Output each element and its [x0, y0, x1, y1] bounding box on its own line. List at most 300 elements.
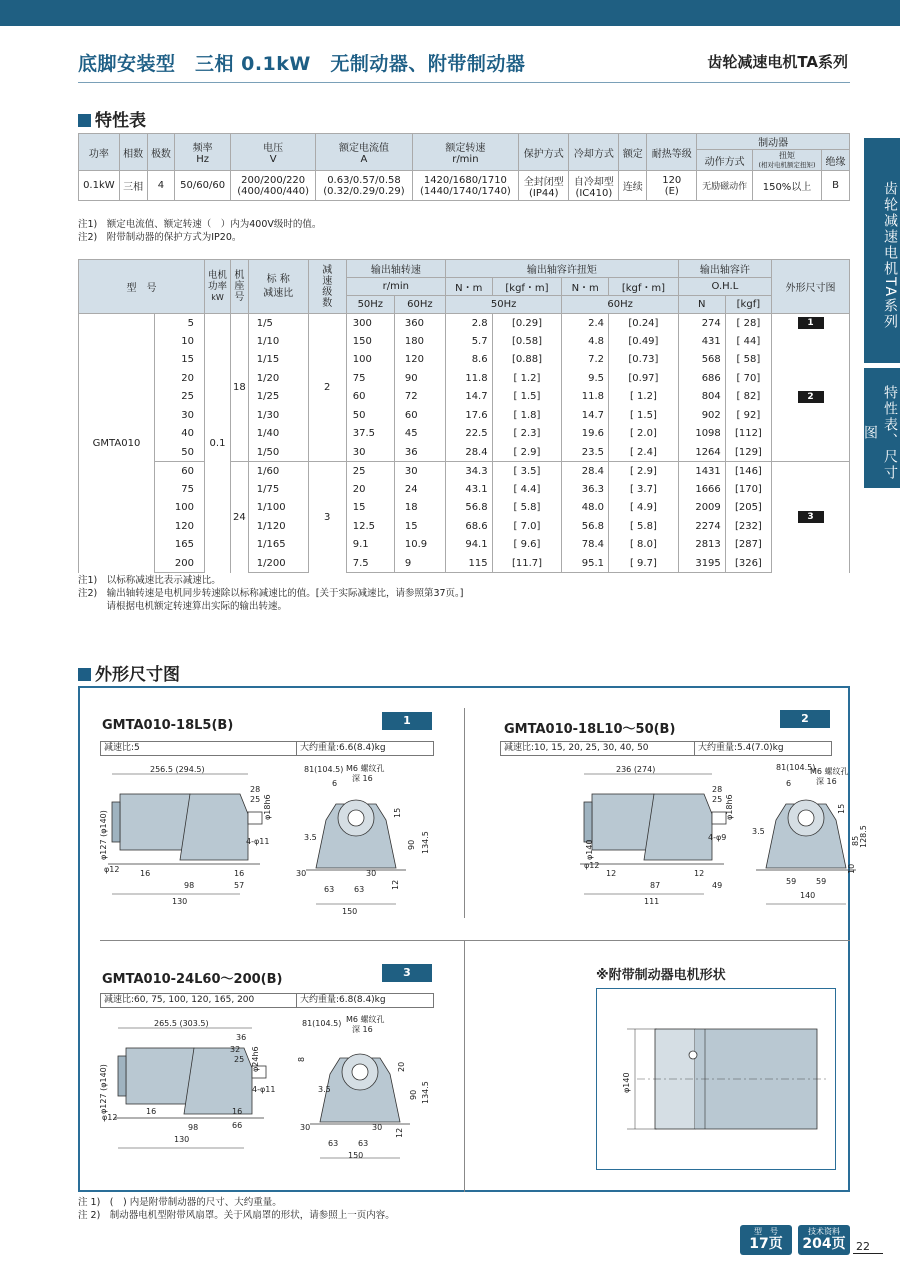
value-cell: 78.4	[562, 536, 609, 555]
side-tab-spec[interactable]: 特性表、尺寸图	[864, 368, 900, 488]
drawing-2-number: 2	[780, 710, 830, 728]
nominal-ratio-cell: 1/120	[248, 517, 308, 536]
value-cell: 36	[394, 443, 445, 462]
th-model: 型 号	[79, 260, 205, 314]
dimension-label: 85	[851, 835, 860, 846]
dimension-label: 4-φ9	[708, 833, 727, 842]
value-cell: 686	[678, 369, 725, 388]
value-cell: 34.3	[445, 462, 492, 481]
th-stages-1: 减	[322, 264, 333, 276]
value-cell: 15	[394, 517, 445, 536]
dimension-label: 10	[847, 863, 856, 874]
value-cell: 120	[394, 351, 445, 370]
notes-perf	[78, 574, 464, 613]
dimension-label: 265.5 (303.5)	[154, 1019, 209, 1028]
td-rating: 连续	[619, 171, 647, 201]
value-cell: 2813	[678, 536, 725, 555]
nominal-ratio-cell: 1/5	[248, 314, 308, 333]
td-heat	[647, 171, 697, 201]
th-cooling: 冷却方式	[569, 134, 619, 171]
nominal-ratio-cell: 1/200	[248, 554, 308, 573]
value-cell: [ 4.4]	[492, 480, 562, 499]
top-bar	[0, 0, 900, 26]
td-current	[316, 171, 412, 201]
th-ratio-1: 标 称	[266, 273, 290, 285]
th-stages-2: 速	[322, 275, 333, 287]
power-cell: 0.1	[205, 314, 231, 573]
td-freq: 50/60/60	[175, 171, 231, 201]
drawing-1-svg	[98, 764, 438, 924]
ratio-cell: 165	[155, 536, 205, 555]
value-cell: [ 1.8]	[492, 406, 562, 425]
nominal-ratio-cell: 1/100	[248, 499, 308, 518]
value-cell: 4.8	[562, 332, 609, 351]
dimension-label: 134.5	[421, 831, 430, 854]
footer-tech-page: 204页	[802, 1236, 846, 1252]
dimension-label: 236 (274)	[616, 765, 656, 774]
dimension-label: φ127 (φ140)	[99, 1064, 108, 1114]
th-protection: 保护方式	[519, 134, 569, 171]
value-cell: [0.29]	[492, 314, 562, 333]
th-heat-class: 耐热等级	[647, 134, 697, 171]
value-cell: 28.4	[445, 443, 492, 462]
dim-ref-badge[interactable]: 3	[798, 511, 824, 523]
table-row	[79, 425, 850, 444]
dimension-label: φ127 (φ140)	[99, 810, 108, 860]
note-spec-2: 注2) 附带制动器的保护方式为IP20。	[78, 232, 242, 243]
value-cell: [ 70]	[725, 369, 771, 388]
stage-cell: 3	[308, 462, 346, 573]
note-perf-3: 请根据电机额定转速算出实际的输出转速。	[78, 601, 288, 612]
section-dims-heading	[78, 660, 180, 685]
td-current-1: 0.63/0.57/0.58	[327, 174, 401, 186]
th-voltage: 电压 V	[230, 134, 316, 171]
dimension-label: 4-φ11	[246, 837, 270, 846]
gear-housing	[180, 794, 248, 860]
value-cell: [ 1.5]	[609, 406, 679, 425]
value-cell: 68.6	[445, 517, 492, 536]
dimension-label: 36	[236, 1033, 247, 1042]
drawing-2-weight: 大约重量:5.4(7.0)kg	[698, 743, 784, 753]
value-cell: 431	[678, 332, 725, 351]
th-kgfm-60: [kgf・m]	[609, 278, 679, 296]
value-cell: 902	[678, 406, 725, 425]
brake-shape-title: ※附带制动器电机形状	[596, 968, 726, 983]
th-motor-power-2: 功率	[207, 281, 227, 292]
value-cell: 11.8	[562, 388, 609, 407]
dim-ref-badge[interactable]: 2	[798, 391, 824, 403]
motor-body	[126, 1048, 194, 1104]
dimension-label: 8	[297, 1056, 306, 1062]
td-voltage-2: (400/400/440)	[237, 185, 310, 197]
note-drawing-1: 注 1) ( ) 内是附带制动器的尺寸、大约重量。	[78, 1197, 282, 1208]
th-power: 功率	[79, 134, 120, 171]
performance-body	[79, 314, 850, 573]
value-cell: 48.0	[562, 499, 609, 518]
value-cell: [0.88]	[492, 351, 562, 370]
drawing-3-ratio: 减速比:60, 75, 100, 120, 165, 200	[101, 994, 297, 1007]
value-cell: 9.5	[562, 369, 609, 388]
dimension-label: φ12	[584, 861, 600, 870]
value-cell: 11.8	[445, 369, 492, 388]
dim-ref-badge[interactable]: 1	[798, 317, 824, 329]
dimension-label: 98	[188, 1123, 199, 1132]
th-kgfm-50: [kgf・m]	[492, 278, 562, 296]
value-cell: 1431	[678, 462, 725, 481]
td-current-2: (0.32/0.29/0.29)	[323, 185, 405, 197]
value-cell: 30	[394, 462, 445, 481]
dimension-label: 16	[232, 1107, 243, 1116]
table-row	[79, 443, 850, 462]
value-cell: [232]	[725, 517, 771, 536]
dimension-frame	[78, 686, 868, 1192]
dimension-label: 90	[409, 1089, 418, 1100]
td-heat-2: (E)	[664, 185, 679, 197]
dimension-label: 256.5 (294.5)	[150, 765, 205, 774]
value-cell: [0.97]	[609, 369, 679, 388]
drawing-2-spec	[500, 741, 832, 756]
td-protection-2: (IP44)	[529, 187, 559, 199]
value-cell: 3195	[678, 554, 725, 573]
dimension-label: 16	[234, 869, 245, 878]
nominal-ratio-cell: 1/10	[248, 332, 308, 351]
value-cell: 10.9	[394, 536, 445, 555]
td-speed-1: 1420/1680/1710	[423, 174, 507, 186]
dimension-label: φ140	[585, 839, 594, 860]
dimension-label: 81(104.5)	[304, 765, 344, 774]
value-cell: 36.3	[562, 480, 609, 499]
table-row	[79, 517, 850, 536]
dimension-label: 4-φ11	[252, 1085, 276, 1094]
nominal-ratio-cell: 1/40	[248, 425, 308, 444]
footer-model-label: 型 号	[754, 1227, 778, 1236]
dimension-label: 12	[395, 1127, 404, 1138]
footer-tech-link[interactable]	[798, 1225, 850, 1255]
th-frame-2: 座	[234, 281, 245, 292]
model-cell: GMTA010	[79, 314, 155, 573]
value-cell: [ 7.0]	[492, 517, 562, 536]
value-cell: 23.5	[562, 443, 609, 462]
dimension-label: 25	[234, 1055, 245, 1064]
dimension-label: 81(104.5)	[776, 763, 816, 772]
value-cell: [ 2.3]	[492, 425, 562, 444]
ratio-cell: 20	[155, 369, 205, 388]
value-cell: 17.6	[445, 406, 492, 425]
divider-horizontal-right	[464, 940, 850, 941]
nominal-ratio-cell: 1/60	[248, 462, 308, 481]
page-title: 底脚安装型 三相 0.1kW 无制动器、附带制动器	[78, 53, 526, 75]
value-cell: 274	[678, 314, 725, 333]
value-cell: 75	[346, 369, 394, 388]
fan-cover	[112, 802, 120, 842]
th-brake: 制动器	[697, 134, 850, 150]
value-cell: [ 9.6]	[492, 536, 562, 555]
value-cell: [146]	[725, 462, 771, 481]
dimension-label: φ18h6	[725, 794, 734, 820]
dimension-label: 57	[234, 881, 245, 890]
ratio-cell: 75	[155, 480, 205, 499]
dimension-label: 30	[366, 869, 377, 878]
value-cell: 90	[394, 369, 445, 388]
value-cell: [ 5.8]	[492, 499, 562, 518]
frame-cell: 24	[231, 462, 249, 573]
value-cell: 72	[394, 388, 445, 407]
th-motor-power-3: kW	[211, 293, 224, 302]
dimension-label: 25	[250, 795, 261, 804]
dimension-label: 98	[184, 881, 195, 890]
td-protection-1: 全封闭型	[523, 176, 564, 188]
value-cell: 9	[394, 554, 445, 573]
th-rmin: r/min	[346, 278, 445, 296]
section-marker	[78, 114, 91, 127]
value-cell: 12.5	[346, 517, 394, 536]
dimension-label: 深 16	[352, 1025, 373, 1034]
value-cell: 8.6	[445, 351, 492, 370]
th-ohl-n: N	[678, 296, 725, 314]
series-title: 齿轮减速电机TA系列	[707, 53, 848, 71]
value-cell: [170]	[725, 480, 771, 499]
value-cell: 300	[346, 314, 394, 333]
dimension-label: 深 16	[816, 777, 837, 786]
footer-model-link[interactable]	[740, 1225, 792, 1255]
divider-vertical	[464, 708, 465, 918]
value-cell: 1666	[678, 480, 725, 499]
dimension-label: 49	[712, 881, 723, 890]
td-brake-torque: 150%以上	[752, 171, 821, 201]
th-brake-torque	[752, 150, 821, 171]
th-out-speed: 输出轴转速	[346, 260, 445, 278]
fan-cover	[118, 1056, 126, 1096]
frame-cell: 18	[231, 314, 249, 462]
drawing-3-svg	[98, 1015, 438, 1178]
value-cell: 22.5	[445, 425, 492, 444]
drawing-1-ratio: 减速比:5	[101, 742, 297, 755]
td-brake-insulation: B	[822, 171, 850, 201]
value-cell: [ 44]	[725, 332, 771, 351]
nominal-ratio-cell: 1/15	[248, 351, 308, 370]
nominal-ratio-cell: 1/30	[248, 406, 308, 425]
value-cell: [ 5.8]	[609, 517, 679, 536]
table-row	[79, 351, 850, 370]
value-cell: [ 82]	[725, 388, 771, 407]
ratio-cell: 10	[155, 332, 205, 351]
dimension-label: 6	[786, 779, 792, 788]
dimension-label: 20	[397, 1061, 406, 1072]
nominal-ratio-cell: 1/25	[248, 388, 308, 407]
drawing-3-number: 3	[382, 964, 432, 982]
value-cell: 1264	[678, 443, 725, 462]
value-cell: [ 3.7]	[609, 480, 679, 499]
table-row	[79, 554, 850, 573]
th-brake-action: 动作方式	[697, 150, 753, 171]
th-frame-1: 机	[234, 270, 245, 281]
note-spec-1: 注1) 额定电流值、额定转速（ ）内为400V级时的值。	[78, 219, 322, 230]
value-cell: 43.1	[445, 480, 492, 499]
dimension-label: 130	[172, 897, 188, 906]
dim-ref-cell	[772, 332, 850, 462]
table-row	[79, 499, 850, 518]
dimension-label: 6	[332, 779, 338, 788]
td-protection	[519, 171, 569, 201]
ratio-cell: 120	[155, 517, 205, 536]
nominal-ratio-cell: 1/165	[248, 536, 308, 555]
value-cell: 28.4	[562, 462, 609, 481]
dim-ref-cell	[772, 314, 850, 333]
value-cell: [ 1.5]	[492, 388, 562, 407]
gear-housing	[644, 794, 712, 860]
value-cell: [0.58]	[492, 332, 562, 351]
nominal-ratio-cell: 1/50	[248, 443, 308, 462]
value-cell: [11.7]	[492, 554, 562, 573]
drawing-3-title: GMTA010-24L60～200(B)	[102, 972, 283, 987]
th-speed: 额定转速 r/min	[412, 134, 519, 171]
dimension-label: 3.5	[318, 1085, 331, 1094]
value-cell: [0.49]	[609, 332, 679, 351]
th-phase: 相数	[119, 134, 147, 171]
dim-ref-cell	[772, 462, 850, 573]
ratio-cell: 25	[155, 388, 205, 407]
td-heat-1: 120	[662, 174, 682, 186]
th-freq: 频率 Hz	[175, 134, 231, 171]
td-cooling	[569, 171, 619, 201]
dimension-label: 16	[146, 1107, 157, 1116]
th-ohl-kgf: [kgf]	[725, 296, 771, 314]
value-cell: [ 2.0]	[609, 425, 679, 444]
table-row	[79, 462, 850, 481]
dimension-label: M6 螺纹孔	[346, 1015, 385, 1024]
value-cell: 30	[346, 443, 394, 462]
dimension-label: 30	[296, 869, 307, 878]
value-cell: 60	[346, 388, 394, 407]
table-row	[79, 314, 850, 333]
dimension-label: 25	[712, 795, 723, 804]
dimension-label: 30	[300, 1123, 311, 1132]
th-ratio	[248, 260, 308, 314]
motor-body	[592, 794, 654, 850]
nominal-ratio-cell: 1/75	[248, 480, 308, 499]
value-cell: [ 58]	[725, 351, 771, 370]
footer-rule	[853, 1253, 883, 1254]
dimension-label: 150	[342, 907, 358, 916]
td-poles: 4	[147, 171, 175, 201]
value-cell: 18	[394, 499, 445, 518]
value-cell: [ 3.5]	[492, 462, 562, 481]
notes-spec	[78, 218, 321, 244]
dimension-label: 63	[354, 885, 365, 894]
dimension-label: 59	[786, 877, 797, 886]
td-phase: 三相	[119, 171, 147, 201]
value-cell: 360	[394, 314, 445, 333]
td-voltage-1: 200/200/220	[241, 174, 306, 186]
value-cell: 50	[346, 406, 394, 425]
table-row	[79, 406, 850, 425]
dimension-label: 15	[393, 807, 402, 818]
th-50hz: 50Hz	[346, 296, 394, 314]
value-cell: 7.5	[346, 554, 394, 573]
th-brake-torque-label: 扭矩	[779, 150, 796, 160]
value-cell: 150	[346, 332, 394, 351]
section-spec-label: 特性表	[95, 111, 146, 131]
fan-cover	[584, 802, 592, 842]
note-drawing-2: 注 2) 制动器电机型附带风扇罩。关于风扇罩的形状，请参照上一页内容。	[78, 1210, 395, 1221]
value-cell: 804	[678, 388, 725, 407]
value-cell: 14.7	[445, 388, 492, 407]
value-cell: 15	[346, 499, 394, 518]
table-row	[79, 388, 850, 407]
dimension-label: 3.5	[304, 833, 317, 842]
dimension-label: 90	[407, 839, 416, 850]
dimension-label: 3.5	[752, 827, 765, 836]
th-brake-insulation: 绝缘	[822, 150, 850, 171]
value-cell: 1098	[678, 425, 725, 444]
dimension-label: 15	[837, 803, 846, 814]
value-cell: 37.5	[346, 425, 394, 444]
value-cell: 19.6	[562, 425, 609, 444]
drawing-1-spec	[100, 741, 434, 756]
value-cell: 20	[346, 480, 394, 499]
value-cell: [ 8.0]	[609, 536, 679, 555]
dimension-label: M6 螺纹孔	[346, 764, 385, 773]
dimension-label: 12	[391, 879, 400, 890]
dimension-label: φ12	[102, 1113, 118, 1122]
th-torque-50hz: 50Hz	[445, 296, 561, 314]
drawing-2-svg	[480, 763, 868, 924]
value-cell: [129]	[725, 443, 771, 462]
value-cell: [0.73]	[609, 351, 679, 370]
nominal-ratio-cell: 1/20	[248, 369, 308, 388]
th-ohl-sub: O.H.L	[678, 278, 771, 296]
output-shaft	[712, 812, 726, 824]
dimension-label: 28	[712, 785, 723, 794]
front-shaft	[798, 810, 814, 826]
value-cell: [ 1.2]	[609, 388, 679, 407]
ratio-cell: 100	[155, 499, 205, 518]
th-stages	[308, 260, 346, 314]
dimension-label: 63	[358, 1139, 369, 1148]
dimension-label: φ18h6	[263, 794, 272, 820]
value-cell: [ 9.7]	[609, 554, 679, 573]
value-cell: 568	[678, 351, 725, 370]
th-dims: 外形尺寸图	[772, 260, 850, 314]
ratio-cell: 40	[155, 425, 205, 444]
side-tab-series[interactable]: 齿轮减速电机TA系列	[864, 138, 900, 363]
td-voltage	[230, 171, 316, 201]
drawing-3-weight: 大约重量:6.8(8.4)kg	[300, 995, 386, 1005]
drawing-1-title: GMTA010-18L5(B)	[102, 718, 234, 733]
value-cell: [ 28]	[725, 314, 771, 333]
value-cell: 2.8	[445, 314, 492, 333]
value-cell: [ 92]	[725, 406, 771, 425]
value-cell: [ 4.9]	[609, 499, 679, 518]
dimension-label: 111	[644, 897, 660, 906]
divider-vertical-lower	[464, 940, 465, 1192]
dimension-label: 81(104.5)	[302, 1019, 342, 1028]
brake-shape-box	[596, 988, 836, 1170]
ratio-cell: 30	[155, 406, 205, 425]
value-cell: 25	[346, 462, 394, 481]
value-cell: 115	[445, 554, 492, 573]
value-cell: [326]	[725, 554, 771, 573]
note-perf-2: 注2) 输出轴转速是电机同步转速除以标称减速比的值。[关于实际减速比，请参照第37页。]	[78, 588, 464, 599]
value-cell: 45	[394, 425, 445, 444]
drawing-1-number: 1	[382, 712, 432, 730]
dimension-label: 12	[694, 869, 705, 878]
td-power: 0.1kW	[79, 171, 120, 201]
th-motor-power-1: 电机	[207, 270, 227, 281]
th-poles: 极数	[147, 134, 175, 171]
value-cell: 180	[394, 332, 445, 351]
th-nm-60: N・m	[562, 278, 609, 296]
